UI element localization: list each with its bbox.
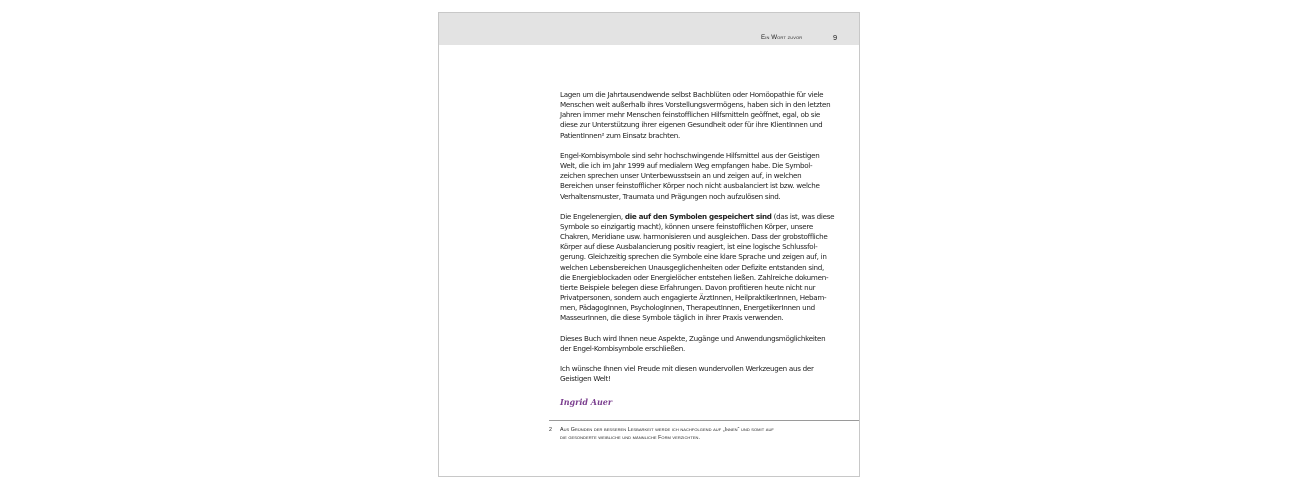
text-line: gerung. Gleichzeitig sprechen die Symbole eine klare Sprache und zeigen auf, in bbox=[560, 252, 827, 262]
footnote-line: die gesonderte weibliche und männliche Form verzichten. bbox=[560, 434, 701, 441]
text-segment: Die Engelenergien, bbox=[560, 211, 625, 221]
text-line: Menschen weit außerhalb ihres Vorstellungsvermögens, haben sich in den letzten bbox=[560, 100, 831, 110]
text-line: PatientInnen² zum Einsatz brachten. bbox=[560, 130, 680, 140]
paragraph-1 bbox=[560, 90, 831, 141]
footnote-divider bbox=[549, 420, 859, 421]
text-line: diese zur Unterstützung ihrer eigenen Gesundheit oder für ihre KlientInnen und bbox=[560, 120, 823, 130]
text-line: Bereichen unser feinstofflicher Körper noch nicht ausbalanciert ist bzw. welche bbox=[560, 181, 820, 191]
text-line: Welt, die ich im Jahr 1999 auf medialem Weg empfangen habe. Die Symbol- bbox=[560, 161, 813, 171]
paragraph-4 bbox=[560, 333, 826, 354]
text-line: Lagen um die Jahrtausendwende selbst Bachblüten oder Homöopathie für viele bbox=[560, 90, 824, 99]
footnote-text bbox=[560, 427, 774, 442]
text-line: Chakren, Meridiane usw. harmonisieren und ausgleichen. Dass der grobstoffliche bbox=[560, 232, 828, 242]
book-page bbox=[438, 12, 860, 477]
text-line: Privatpersonen, sondern auch engagierte ÄrztInnen, HeilpraktikerInnen, Hebam- bbox=[560, 293, 827, 303]
text-line: MasseurInnen, die diese Symbole täglich in ihrer Praxis verwenden. bbox=[560, 313, 784, 323]
text-line: zeichen sprechen unser Unterbewusstsein an und zeigen auf, in welchen bbox=[560, 171, 802, 181]
text-line: Verhaltensmuster, Traumata und Prägungen noch aufzulösen sind. bbox=[560, 191, 781, 201]
author-signature: Ingrid Auer bbox=[560, 397, 613, 407]
text-line: Geistigen Welt! bbox=[560, 374, 611, 384]
paragraph-5 bbox=[560, 364, 814, 384]
text-line: Dieses Buch wird Ihnen neue Aspekte, Zugänge und Anwendungsmöglichkeiten bbox=[560, 333, 826, 343]
text-line: die Energieblockaden oder Energielöcher entstehen ließen. Zahlreiche dokumen- bbox=[560, 272, 829, 282]
text-segment: (das ist, was diese bbox=[771, 211, 835, 221]
running-head: Ein Wort zuvor bbox=[761, 34, 803, 41]
paragraph-2 bbox=[560, 150, 820, 202]
text-line: Körper auf diese Ausbalancierung positiv reagiert, ist eine logische Schlussfol- bbox=[560, 242, 818, 252]
footnote-number: 2 bbox=[549, 427, 552, 433]
text-line: Jahren immer mehr Menschen feinstofflichen Hilfsmitteln geöffnet, egal, ob sie bbox=[560, 110, 821, 120]
text-line: der Engel-Kombisymbole erschließen. bbox=[560, 343, 686, 353]
text-line: Ich wünsche Ihnen viel Freude mit diesen wundervollen Werkzeugen aus der bbox=[560, 364, 814, 374]
bold-emphasis: die auf den Symbolen gespeichert sind bbox=[624, 211, 772, 221]
text-line: Symbole so einzigartig macht), können unsere feinstofflichen Körper, unsere bbox=[560, 222, 813, 231]
text-line: Engel-Kombisymbole sind sehr hochschwingende Hilfsmittel aus der Geistigen bbox=[560, 150, 820, 160]
text-line: tierte Beispiele belegen diese Erfahrungen. Davon profitieren heute nicht nur bbox=[560, 282, 816, 292]
body-text bbox=[560, 90, 835, 395]
paragraph-3 bbox=[560, 211, 835, 324]
header-band bbox=[439, 13, 859, 45]
text-line-first bbox=[560, 211, 835, 222]
page-number: 9 bbox=[833, 33, 838, 42]
text-line: men, PädagogInnen, PsychologInnen, TherapeutInnen, EnergetikerInnen und bbox=[560, 303, 815, 313]
text-line: welchen Lebensbereichen Unausgeglichenheiten oder Defizite entstanden sind, bbox=[560, 262, 825, 272]
footnote-line: Aus Gründen der besseren Lesbarkeit werde ich nachfolgend auf „Innen“ und somit auf bbox=[560, 427, 774, 433]
